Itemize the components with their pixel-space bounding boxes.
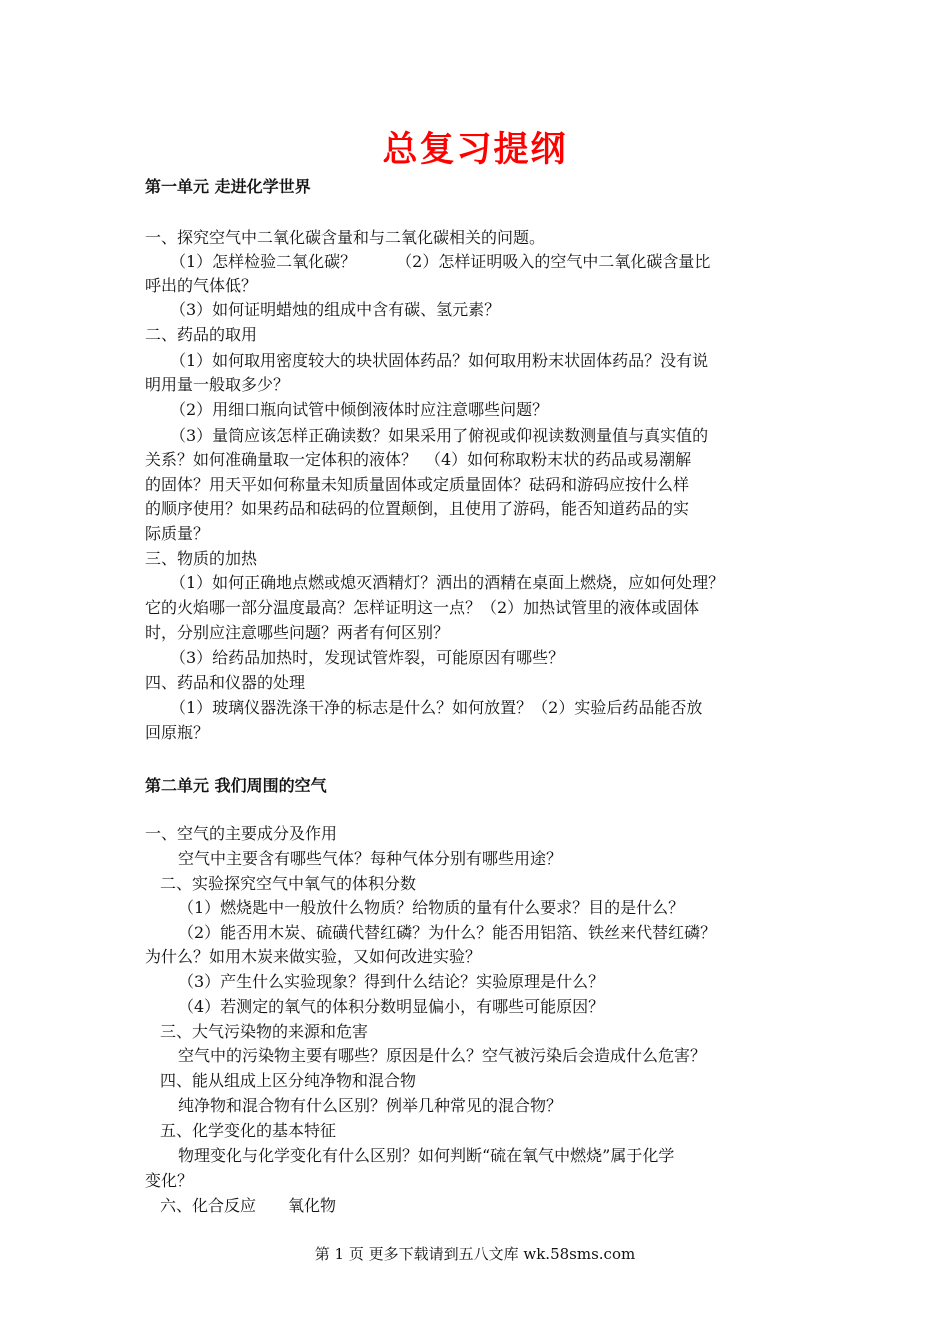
unit2-line: （4）若测定的氧气的体积分数明显偏小，有哪些可能原因？: [178, 997, 605, 1016]
unit1-line: 的固体？用天平如何称量未知质量固体或定质量固体？砝码和游码应按什么样: [145, 475, 690, 494]
unit1-line: （1）如何正确地点燃或熄灭酒精灯？洒出的酒精在桌面上燃烧，应如何处理？: [170, 573, 725, 592]
page-footer: 第 1 页 更多下载请到五八文库 wk.58sms.com: [314, 1245, 636, 1263]
unit1-line: 回原瓶？: [145, 723, 210, 742]
unit1-line: （2）用细口瓶向试管中倾倒液体时应注意哪些问题？: [170, 400, 549, 419]
unit2-line: （3）产生什么实验现象？得到什么结论？实验原理是什么？: [178, 972, 605, 991]
unit1-line: （3）量筒应该怎样正确读数？如果采用了俯视或仰视读数测量值与真实值的: [170, 426, 709, 445]
unit2-line: 一、空气的主要成分及作用: [145, 824, 338, 843]
unit2-line: 纯净物和混合物有什么区别？例举几种常见的混合物？: [178, 1096, 563, 1115]
unit2-line: （1）燃烧匙中一般放什么物质？给物质的量有什么要求？目的是什么？: [178, 898, 685, 917]
unit1-line: （3）如何证明蜡烛的组成中含有碳、氢元素？: [170, 300, 501, 319]
unit1-line: 关系？如何准确量取一定体积的液体？ （4）如何称取粉末状的药品或易潮解: [145, 450, 692, 469]
unit2-line: 空气中的污染物主要有哪些？原因是什么？空气被污染后会造成什么危害？: [178, 1046, 707, 1065]
unit1-line: 明用量一般取多少？: [145, 375, 290, 394]
unit2-line: 二、实验探究空气中氧气的体积分数: [160, 874, 417, 893]
unit2-line: 为什么？如用木炭来做实验，又如何改进实验？: [145, 947, 482, 966]
unit1-line: （1）如何取用密度较大的块状固体药品？如何取用粉末状固体药品？没有说: [170, 351, 709, 370]
unit2-line: 三、大气污染物的来源和危害: [160, 1022, 369, 1041]
unit1-line: （3）给药品加热时，发现试管炸裂，可能原因有哪些？: [170, 648, 565, 667]
unit1-line: 呼出的气体低？: [145, 276, 258, 295]
unit2-line: 变化？: [145, 1171, 194, 1190]
unit1-line: 四、药品和仪器的处理: [145, 673, 306, 692]
unit2-heading: 第二单元 我们周围的空气: [145, 776, 327, 795]
unit2-line: 六、化合反应 氧化物: [160, 1196, 337, 1215]
unit2-line: 物理变化与化学变化有什么区别？如何判断“硫在氧气中燃烧”属于化学: [178, 1146, 675, 1165]
unit1-line: 二、药品的取用: [145, 325, 258, 344]
unit1-heading: 第一单元 走进化学世界: [145, 177, 311, 196]
unit1-line: 三、物质的加热: [145, 549, 258, 568]
unit2-line: 五、化学变化的基本特征: [160, 1121, 337, 1140]
unit1-line: 际质量？: [145, 524, 210, 543]
unit1-line: 一、探究空气中二氧化碳含量和与二氧化碳相关的问题。: [145, 228, 546, 247]
unit1-line: （1）玻璃仪器洗涤干净的标志是什么？如何放置？（2）实验后药品能否放: [170, 698, 703, 717]
unit1-line: （1）怎样检验二氧化碳？ （2）怎样证明吸入的空气中二氧化碳含量比: [170, 252, 711, 271]
document-title: 总复习提纲: [382, 130, 568, 170]
unit2-line: （2）能否用木炭、硫磺代替红磷？为什么？能否用铝箔、铁丝来代替红磷？: [178, 923, 717, 942]
unit2-line: 空气中主要含有哪些气体？每种气体分别有哪些用途？: [178, 849, 563, 868]
unit1-line: 的顺序使用？如果药品和砝码的位置颠倒，且使用了游码，能否知道药品的实: [145, 499, 690, 518]
unit1-line: 它的火焰哪一部分温度最高？怎样证明这一点？（2）加热试管里的液体或固体: [145, 598, 700, 617]
unit1-line: 时，分别应注意哪些问题？两者有何区别？: [145, 623, 450, 642]
unit2-line: 四、能从组成上区分纯净物和混合物: [160, 1071, 417, 1090]
